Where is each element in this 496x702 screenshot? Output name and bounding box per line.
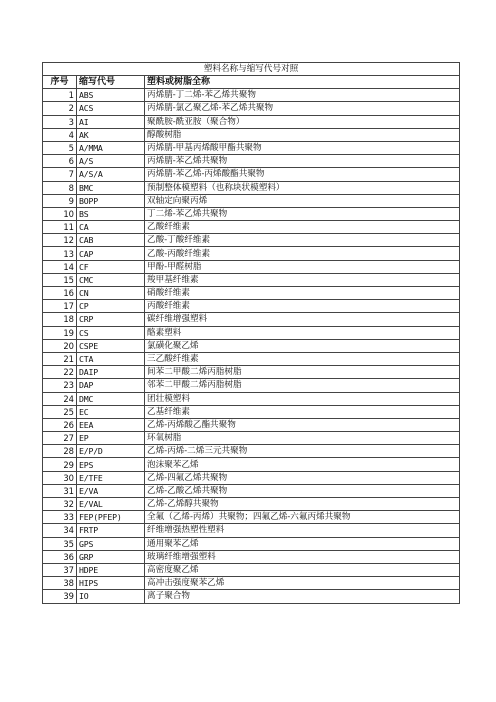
row-abbreviation: ABS [77,89,145,102]
row-abbreviation: EP [77,432,145,445]
row-abbreviation: CS [77,326,145,339]
row-abbreviation: IO [77,590,145,603]
row-abbreviation: DAP [77,379,145,392]
table-row [43,405,460,418]
table-title: 塑料名称与缩写代号对照 [43,63,460,76]
row-full-name: 乙基纤维素 [145,405,460,418]
row-number: 33 [43,511,77,524]
row-number: 21 [43,352,77,365]
header-name: 塑料或树脂全称 [145,76,460,89]
table-row [43,445,460,458]
row-full-name: 乙酸-丁酸纤维素 [145,234,460,247]
row-number: 30 [43,471,77,484]
row-abbreviation: DAIP [77,366,145,379]
row-number: 22 [43,366,77,379]
row-number: 15 [43,273,77,286]
row-number: 6 [43,155,77,168]
table-row [43,313,460,326]
row-abbreviation: AI [77,115,145,128]
row-number: 37 [43,563,77,576]
table-row [43,194,460,207]
table-row [43,273,460,286]
row-number: 7 [43,168,77,181]
row-abbreviation: E/P/D [77,445,145,458]
table-row [43,432,460,445]
row-full-name: 乙烯-乙烯醇共聚物 [145,498,460,511]
row-abbreviation: CTA [77,352,145,365]
table-row [43,484,460,497]
table-body [43,63,460,604]
row-full-name: 硝酸纤维素 [145,287,460,300]
row-full-name: 乙烯-丙烯-二烯三元共聚物 [145,445,460,458]
row-abbreviation: BS [77,207,145,220]
row-full-name: 丙烯腈-苯乙烯共聚物 [145,155,460,168]
row-number: 34 [43,524,77,537]
row-full-name: 丁二烯-苯乙烯共聚物 [145,207,460,220]
table-row [43,207,460,220]
row-full-name: 乙酸纤维素 [145,221,460,234]
header-row [43,76,460,89]
row-abbreviation: FRTP [77,524,145,537]
table-row [43,300,460,313]
row-abbreviation: EC [77,405,145,418]
row-full-name: 离子聚合物 [145,590,460,603]
table-row [43,577,460,590]
row-full-name: 乙烯-丙烯酸乙酯共聚物 [145,418,460,431]
row-abbreviation: GRP [77,550,145,563]
plastics-abbreviation-table [42,62,460,604]
row-number: 8 [43,181,77,194]
row-number: 25 [43,405,77,418]
row-number: 18 [43,313,77,326]
table-row [43,550,460,563]
row-full-name: 丙烯腈-苯乙烯-丙烯酸酯共聚物 [145,168,460,181]
row-abbreviation: CSPE [77,339,145,352]
row-full-name: 丙烯腈-氯乙聚乙烯-苯乙烯共聚物 [145,102,460,115]
row-full-name: 三乙酸纤维素 [145,352,460,365]
table-row [43,89,460,102]
table-row [43,181,460,194]
row-full-name: 泡沫聚苯乙烯 [145,458,460,471]
row-full-name: 高密度聚乙烯 [145,563,460,576]
table-row [43,537,460,550]
row-full-name: 丙酸纤维素 [145,300,460,313]
row-abbreviation: CAP [77,247,145,260]
row-abbreviation: EEA [77,418,145,431]
row-abbreviation: CF [77,260,145,273]
table-row [43,221,460,234]
row-full-name: 玻璃纤维增强塑料 [145,550,460,563]
table-row [43,379,460,392]
row-abbreviation: A/S [77,155,145,168]
row-number: 35 [43,537,77,550]
row-full-name: 双轴定向聚丙烯 [145,194,460,207]
row-abbreviation: CRP [77,313,145,326]
row-full-name: 通用聚苯乙烯 [145,537,460,550]
row-abbreviation: CA [77,221,145,234]
row-number: 36 [43,550,77,563]
row-number: 24 [43,392,77,405]
table-row [43,511,460,524]
row-full-name: 聚酰胺-酰亚胺（聚合物） [145,115,460,128]
row-full-name: 酪素塑料 [145,326,460,339]
row-abbreviation: AK [77,128,145,141]
spreadsheet [42,62,459,604]
table-row [43,247,460,260]
row-number: 14 [43,260,77,273]
row-abbreviation: EPS [77,458,145,471]
row-number: 38 [43,577,77,590]
table-row [43,458,460,471]
row-abbreviation: CN [77,287,145,300]
row-full-name: 丙烯腈-丁二烯-苯乙烯共聚物 [145,89,460,102]
title-row [43,63,460,76]
row-number: 3 [43,115,77,128]
table-row [43,141,460,154]
row-abbreviation: E/TFE [77,471,145,484]
table-row [43,524,460,537]
row-number: 17 [43,300,77,313]
row-number: 2 [43,102,77,115]
row-number: 29 [43,458,77,471]
table-row [43,352,460,365]
table-row [43,260,460,273]
row-full-name: 高冲击强度聚苯乙烯 [145,577,460,590]
row-abbreviation: BOPP [77,194,145,207]
row-full-name: 预制整体模塑料（也称块状模塑料） [145,181,460,194]
table-row [43,471,460,484]
row-number: 13 [43,247,77,260]
row-number: 28 [43,445,77,458]
row-abbreviation: HDPE [77,563,145,576]
row-full-name: 丙烯腈-甲基丙烯酸甲酯共聚物 [145,141,460,154]
table-row [43,590,460,603]
row-abbreviation: CP [77,300,145,313]
row-full-name: 邻苯二甲酸二烯丙脂树脂 [145,379,460,392]
row-number: 12 [43,234,77,247]
row-number: 19 [43,326,77,339]
row-full-name: 团壮模塑料 [145,392,460,405]
row-abbreviation: HIPS [77,577,145,590]
row-number: 1 [43,89,77,102]
row-full-name: 碳纤维增强塑料 [145,313,460,326]
table-row [43,168,460,181]
row-full-name: 乙烯-乙酸乙烯共聚物 [145,484,460,497]
header-abbr: 缩写代号 [77,76,145,89]
row-abbreviation: CMC [77,273,145,286]
table-row [43,418,460,431]
table-row [43,128,460,141]
row-number: 9 [43,194,77,207]
row-abbreviation: A/S/A [77,168,145,181]
row-full-name: 乙烯-四氟乙烯共聚物 [145,471,460,484]
table-row [43,287,460,300]
table-row [43,392,460,405]
table-row [43,498,460,511]
row-full-name: 乙酸-丙酸纤维素 [145,247,460,260]
row-full-name: 甲酚-甲醛树脂 [145,260,460,273]
row-full-name: 羧甲基纤维素 [145,273,460,286]
row-number: 10 [43,207,77,220]
row-abbreviation: A/MMA [77,141,145,154]
row-abbreviation: CAB [77,234,145,247]
row-full-name: 间苯二甲酸二烯丙脂树脂 [145,366,460,379]
table-row [43,563,460,576]
table-row [43,366,460,379]
row-number: 20 [43,339,77,352]
table-row [43,102,460,115]
row-full-name: 全氟（乙烯-丙烯）共聚物；四氟乙烯-六氟丙烯共聚物 [145,511,460,524]
row-number: 31 [43,484,77,497]
row-abbreviation: DMC [77,392,145,405]
row-full-name: 环氧树脂 [145,432,460,445]
table-row [43,326,460,339]
header-num: 序号 [43,76,77,89]
table-row [43,115,460,128]
row-abbreviation: FEP(PFEP) [77,511,145,524]
row-number: 23 [43,379,77,392]
row-number: 16 [43,287,77,300]
row-number: 32 [43,498,77,511]
row-full-name: 醇酸树脂 [145,128,460,141]
table-row [43,234,460,247]
row-abbreviation: ACS [77,102,145,115]
row-full-name: 纤维增强热塑性塑料 [145,524,460,537]
row-number: 11 [43,221,77,234]
table-row [43,339,460,352]
row-number: 4 [43,128,77,141]
row-number: 27 [43,432,77,445]
row-abbreviation: GPS [77,537,145,550]
table-row [43,155,460,168]
row-abbreviation: E/VA [77,484,145,497]
row-abbreviation: E/VAL [77,498,145,511]
row-abbreviation: BMC [77,181,145,194]
row-number: 26 [43,418,77,431]
row-full-name: 氯磺化聚乙烯 [145,339,460,352]
row-number: 5 [43,141,77,154]
row-number: 39 [43,590,77,603]
